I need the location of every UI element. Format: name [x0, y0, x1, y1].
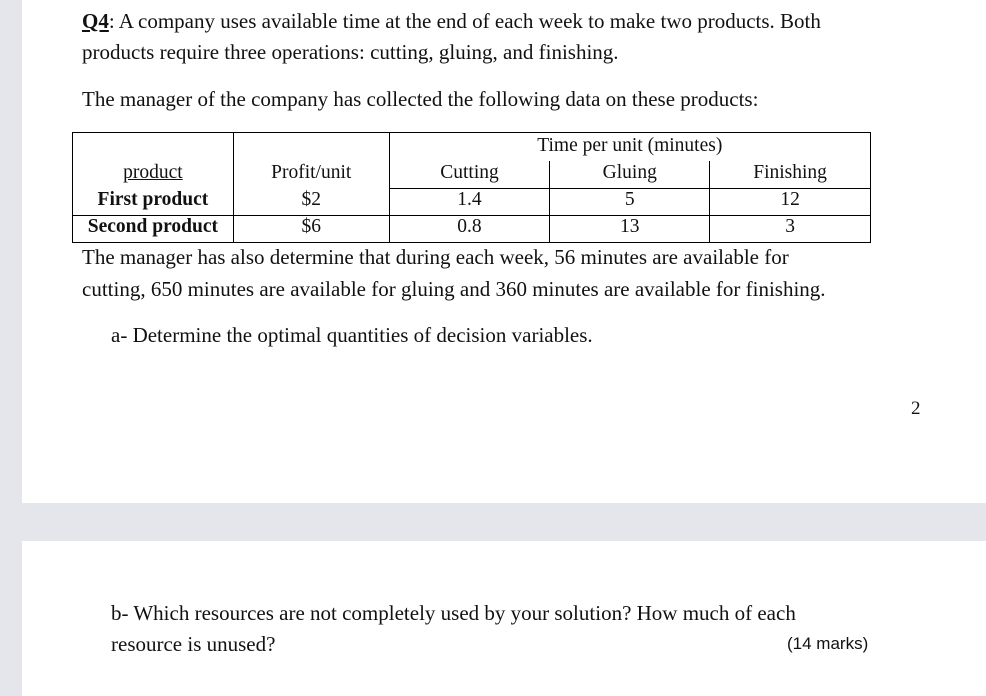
- table-cell-finishing: 3: [710, 216, 871, 243]
- table-cell-profit: $6: [233, 216, 389, 243]
- question-intro-line-3: The manager of the company has collected the following data on these products:: [82, 87, 759, 111]
- availability-line-1: The manager has also determine that during each week, 56 minutes are available for: [82, 245, 789, 269]
- table-header-blank: [233, 133, 389, 161]
- page-number: 2: [911, 398, 921, 419]
- availability-line-2: cutting, 650 minutes are available for gluing and 360 minutes are available for finishing.: [82, 277, 826, 301]
- table-row: [73, 216, 871, 243]
- table-cell-gluing: 5: [550, 189, 710, 216]
- part-b-line-1: b- Which resources are not completely used by your solution? How much of each: [111, 601, 796, 625]
- question-number: Q4: [82, 9, 109, 33]
- table-header-gluing: Gluing: [550, 161, 710, 189]
- table-cell-finishing: 12: [710, 189, 871, 216]
- part-a-question: a- Determine the optimal quantities of decision variables.: [111, 323, 593, 347]
- table-cell-product: Second product: [73, 216, 234, 243]
- table-header-row: [73, 161, 871, 189]
- question-intro-line-2: products require three operations: cutting, gluing, and finishing.: [82, 40, 619, 64]
- table-cell-cutting: 1.4: [389, 189, 550, 216]
- table-header-product: product: [73, 161, 234, 189]
- marks-label: (14 marks): [787, 634, 869, 653]
- question-intro-line-1: [82, 9, 821, 33]
- part-b-line-2: resource is unused?: [111, 632, 276, 656]
- question-intro-text: : A company uses available time at the end of each week to make two products. Both: [108, 9, 821, 33]
- table-cell-gluing: 13: [550, 216, 710, 243]
- table-row: [73, 189, 871, 216]
- table-header-time-per-unit: Time per unit (minutes): [389, 133, 870, 161]
- table-cell-profit: $2: [233, 189, 389, 216]
- table-header-cutting: Cutting: [389, 161, 550, 189]
- table-cell-product: First product: [73, 189, 234, 216]
- table-cell-cutting: 0.8: [389, 216, 550, 243]
- table-header-finishing: Finishing: [710, 161, 871, 189]
- table-header-blank: [73, 133, 234, 161]
- table-header-profit: Profit/unit: [233, 161, 389, 189]
- product-data-table: [72, 132, 871, 243]
- table-header-row-group: [73, 133, 871, 161]
